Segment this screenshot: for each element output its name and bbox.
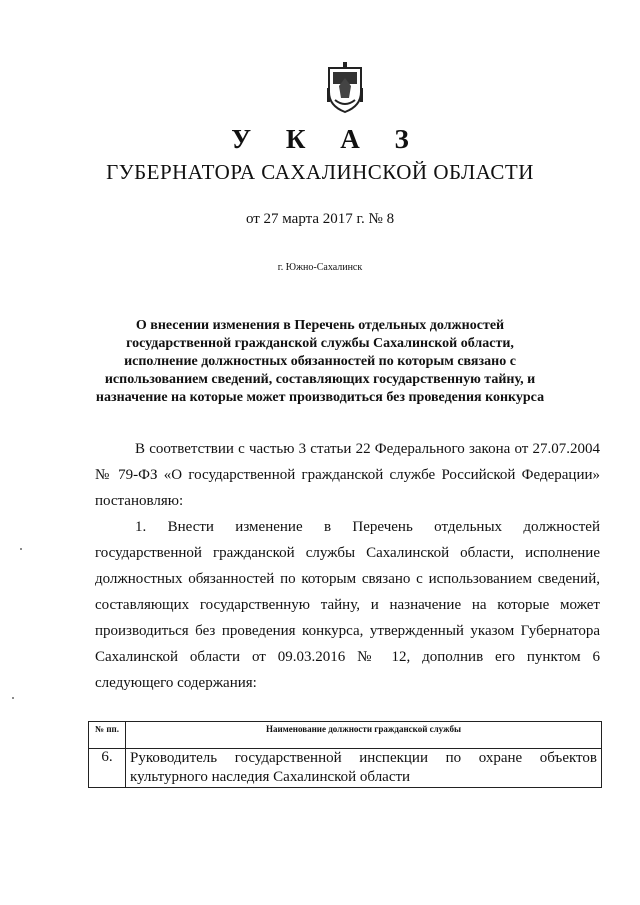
heading-line: О внесении изменения в Перечень отдельных должностей <box>135 318 505 333</box>
paragraph-line: Сахалинской области от 09.03.2016 № 12, дополнив его пунктом 6 <box>95 649 600 665</box>
paragraph-line: составляющих государственную тайну, и назначение на которые может <box>95 597 600 613</box>
paragraph-line: государственной гражданской службы Сахалинской области, исполнение <box>95 545 600 561</box>
heading-line: государственной гражданской службы Сахалинской области, <box>126 336 514 351</box>
paragraph-line: постановляю: <box>95 493 184 509</box>
table-header-num: № пп. <box>89 722 126 749</box>
paragraph-line: № 79-ФЗ «О государственной гражданской службе Российской Федерации» <box>95 467 600 483</box>
positions-table <box>88 721 602 788</box>
paragraph-line: В соответствии с частью 3 статьи 22 Федерального закона от 27.07.2004 <box>135 441 600 457</box>
paragraph-line: производиться без проведения конкурса, утвержденный указом Губернатора <box>95 623 600 639</box>
table-header-row <box>89 722 602 749</box>
paragraph-item-1 <box>95 514 600 696</box>
paragraph-preamble <box>95 436 600 514</box>
heading-line: назначение на которые может производиться без проведения конкурса <box>95 390 545 405</box>
document-issuer: ГУБЕРНАТОРА САХАЛИНСКОЙ ОБЛАСТИ <box>106 160 534 184</box>
decree-heading <box>90 317 550 407</box>
table-row <box>89 749 602 788</box>
paragraph-line: должностных обязанностей по которым связано с использованием сведений, <box>95 571 600 587</box>
table-cell-num: 6. <box>89 749 126 788</box>
paragraph-line: следующего содержания: <box>95 675 257 691</box>
table-cell-name <box>126 749 602 788</box>
document-date: от 27 марта 2017 г. № 8 <box>245 211 395 227</box>
heading-line: использованием сведений, составляющих государственную тайну, и <box>104 372 536 387</box>
coat-of-arms-emblem <box>325 62 365 114</box>
paragraph-line: 1. Внести изменение в Перечень отдельных должностей <box>135 519 600 535</box>
document-title: У К А З <box>231 124 423 154</box>
scan-speck <box>12 697 14 699</box>
document-city: г. Южно-Сахалинск <box>277 262 363 273</box>
heading-line: исполнение должностных обязанностей по которым связано с <box>124 354 516 369</box>
cell-line: культурного наследия Сахалинской области <box>130 769 411 785</box>
cell-line: Руководитель государственной инспекции по охране объектов <box>130 750 597 766</box>
table-header-name: Наименование должности гражданской службы <box>126 722 602 749</box>
scan-speck <box>20 548 22 550</box>
